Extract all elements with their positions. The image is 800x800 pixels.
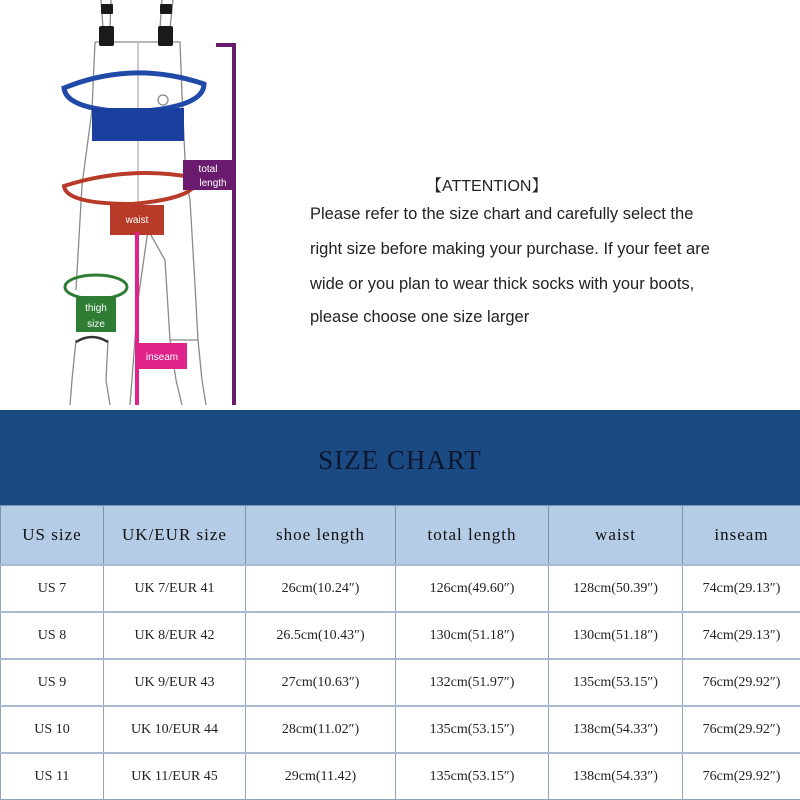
cell-shoe-length: 27cm(10.63″)	[246, 659, 396, 706]
header-inseam: inseam	[683, 506, 800, 566]
wader-illustration	[0, 0, 300, 410]
cell-inseam: 74cm(29.13″)	[683, 565, 800, 612]
attention-line-4: please choose one size larger	[310, 308, 530, 326]
size-chart-title: SIZE CHART	[318, 444, 482, 475]
cell-total-length: 135cm(53.15″)	[396, 706, 549, 753]
total-length-label-line2: length	[199, 178, 227, 189]
cell-uk-eur-size: UK 9/EUR 43	[104, 659, 246, 706]
chest-measure-block	[92, 108, 184, 141]
cell-waist: 138cm(54.33″)	[549, 753, 683, 800]
header-waist: waist	[549, 506, 683, 566]
cell-waist: 138cm(54.33″)	[549, 706, 683, 753]
cell-shoe-length: 29cm(11.42)	[246, 753, 396, 800]
attention-line-1: Please refer to the size chart and carefully select the	[310, 205, 694, 223]
cell-us-size: US 7	[1, 565, 104, 612]
cell-us-size: US 8	[1, 612, 104, 659]
cell-uk-eur-size: UK 11/EUR 45	[104, 753, 246, 800]
waist-label: waist	[125, 215, 149, 226]
thigh-label-line1: thigh	[85, 303, 107, 314]
header-uk-eur-size: UK/EUR size	[104, 506, 246, 566]
total-length-measure-line	[216, 45, 234, 405]
thigh-measure-band	[65, 275, 127, 299]
table-header-row	[1, 506, 800, 566]
cell-uk-eur-size: UK 10/EUR 44	[104, 706, 246, 753]
cell-us-size: US 9	[1, 659, 104, 706]
table-row	[1, 753, 800, 800]
attention-line-3: wide or you plan to wear thick socks with your boots,	[310, 275, 695, 293]
cell-inseam: 76cm(29.92″)	[683, 659, 800, 706]
cell-shoe-length: 26.5cm(10.43″)	[246, 612, 396, 659]
cell-waist: 135cm(53.15″)	[549, 659, 683, 706]
table-row	[1, 565, 800, 612]
cell-shoe-length: 28cm(11.02″)	[246, 706, 396, 753]
waist-measure-band	[64, 173, 196, 204]
total-length-label-line1: total	[198, 164, 218, 175]
cell-total-length: 126cm(49.60″)	[396, 565, 549, 612]
cell-inseam: 76cm(29.92″)	[683, 753, 800, 800]
table-row	[1, 659, 800, 706]
header-us-size: US size	[1, 506, 104, 566]
chest-measure-band	[64, 73, 204, 112]
cell-total-length: 135cm(53.15″)	[396, 753, 549, 800]
thigh-label-line2: size	[87, 319, 105, 330]
size-chart-title-band	[0, 410, 800, 505]
table-row	[1, 612, 800, 659]
cell-uk-eur-size: UK 8/EUR 42	[104, 612, 246, 659]
cell-shoe-length: 26cm(10.24″)	[246, 565, 396, 612]
table-row	[1, 706, 800, 753]
attention-title: 【ATTENTION】	[426, 178, 548, 195]
cell-us-size: US 11	[1, 753, 104, 800]
cell-inseam: 76cm(29.92″)	[683, 706, 800, 753]
cell-waist: 128cm(50.39″)	[549, 565, 683, 612]
cell-uk-eur-size: UK 7/EUR 41	[104, 565, 246, 612]
header-total-length: total length	[396, 506, 549, 566]
cell-waist: 130cm(51.18″)	[549, 612, 683, 659]
cell-inseam: 74cm(29.13″)	[683, 612, 800, 659]
attention-line-2: right size before making your purchase. If your feet are	[310, 240, 710, 258]
cell-total-length: 132cm(51.97″)	[396, 659, 549, 706]
header-shoe-length: shoe length	[246, 506, 396, 566]
size-chart-table	[0, 505, 800, 800]
inseam-label: inseam	[145, 352, 179, 363]
cell-us-size: US 10	[1, 706, 104, 753]
cell-total-length: 130cm(51.18″)	[396, 612, 549, 659]
